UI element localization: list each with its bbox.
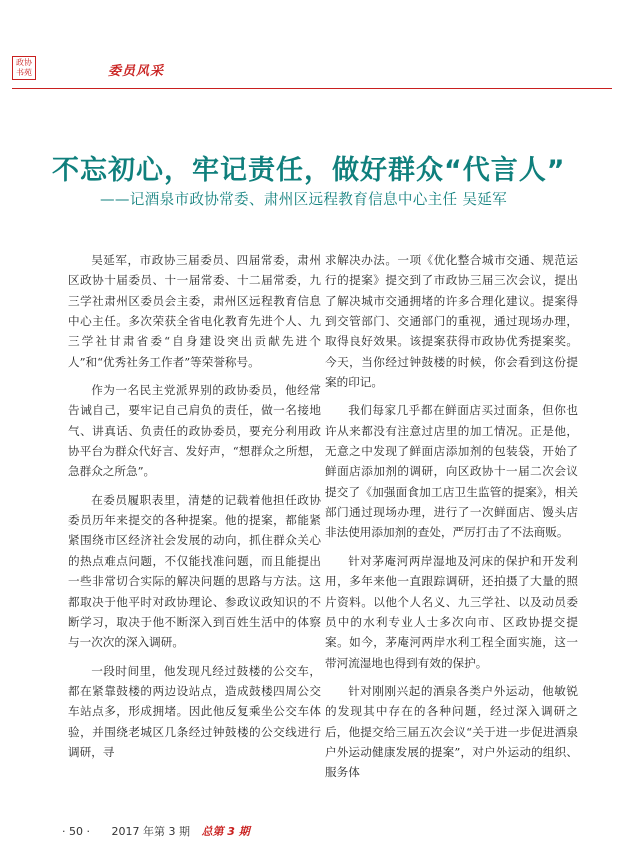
left-column bbox=[68, 250, 321, 770]
page-number: · 50 · bbox=[62, 825, 90, 838]
page-footer bbox=[62, 823, 250, 839]
paragraph: 作为一名民主党派界别的政协委员，他经常告诫自己，要牢记自己肩负的责任，做一名接地气、讲真话、负责任的政协委员，要充分利用政协平台为群众代好言、发好声，“想群众之所想，急群众之所急”。 bbox=[68, 383, 321, 479]
paragraph: 我们每家几乎都在鲜面店买过面条，但你也许从来都没有注意过店里的加工情况。正是他，无意之中发现了鲜面店添加剂的包装袋，开始了鲜面店添加剂的调研，向区政协十一届二次会议提交了《加强面食加工店卫生监管的提案》，相关部门通过现场办理，进行了一次鲜面店、馒头店非法使用添加剂的查处，严厉打击了不法商贩。 bbox=[325, 403, 578, 540]
article-subtitle: ——记酒泉市政协常委、肃州区远程教育信息中心主任 吴延军 bbox=[100, 191, 508, 208]
paragraph: 求解决办法。一项《优化整合城市交通、规范运行的提案》提交到了市政协三届三次会议，提出了解决城市交通拥堵的许多合理化建议。提案得到交管部门、交通部门的重视，通过现场办理，取得良好效果。该提案获得市政协优秀提案奖。今天，当你经过钟鼓楼的时候，你会看到这份提案的印记。 bbox=[325, 253, 578, 390]
header-rule bbox=[12, 88, 612, 89]
magazine-issue: 总第 3 期 bbox=[201, 825, 250, 838]
paragraph: 针对刚刚兴起的酒泉各类户外运动，他敏锐的发现其中存在的各种问题，经过深入调研之后，他提交给三届五次会议“关于进一步促进酒泉户外运动健康发展的提案”，对户外运动的组织、服务体 bbox=[325, 683, 578, 780]
paragraph: 一段时间里，他发现凡经过鼓楼的公交车，都在紧靠鼓楼的两边设站点，造成鼓楼四周公交车站点多，形成拥堵。因此他反复乘坐公交车体验，并围绕老城区几条经过钟鼓楼的公交线进行调研，寻 bbox=[68, 663, 321, 759]
page-header bbox=[12, 56, 612, 82]
column-name: 委员风采 bbox=[108, 64, 165, 79]
paragraph: 针对茅庵河两岸湿地及河床的保护和开发利用，多年来他一直跟踪调研，还拍摄了大量的照片资料。以他个人名义、九三学社、以及动员委员中的水利专业人士多次向市、区政协提交提案。如今，茅庵河两岸水利工程全面实施，这一带河流湿地也得到有效的保护。 bbox=[325, 553, 578, 670]
seal-logo: 政协书苑 bbox=[12, 56, 36, 80]
paragraph: 吴延军，市政协三届委员、四届常委，肃州区政协十届委员、十一届常委、十二届常委，九三学社肃州区委员会主委，肃州区远程教育信息中心主任。多次荣获全省电化教育先进个人、九三学社甘肃省委“自身建设突出贡献先进个人”和“优秀社务工作者”等荣誉称号。 bbox=[68, 253, 321, 369]
article-title: 不忘初心，牢记责任，做好群众“代言人” bbox=[52, 155, 566, 186]
paragraph: 在委员履职表里，清楚的记载着他担任政协委员历年来提交的各种提案。他的提案，都能紧紧围绕市区经济社会发展的动向，抓住群众关心的热点难点问题，不仅能找准问题，而且能提出一些非常切合实际的解决问题的思路与方法。这都取决于他平时对政协理论、参政议政知识的不断学习，取决于他不断深入到百姓生活中的体察与一次次的深入调研。 bbox=[68, 492, 321, 650]
right-column bbox=[325, 250, 578, 791]
issue-label: 2017 年第 3 期 bbox=[111, 825, 190, 838]
